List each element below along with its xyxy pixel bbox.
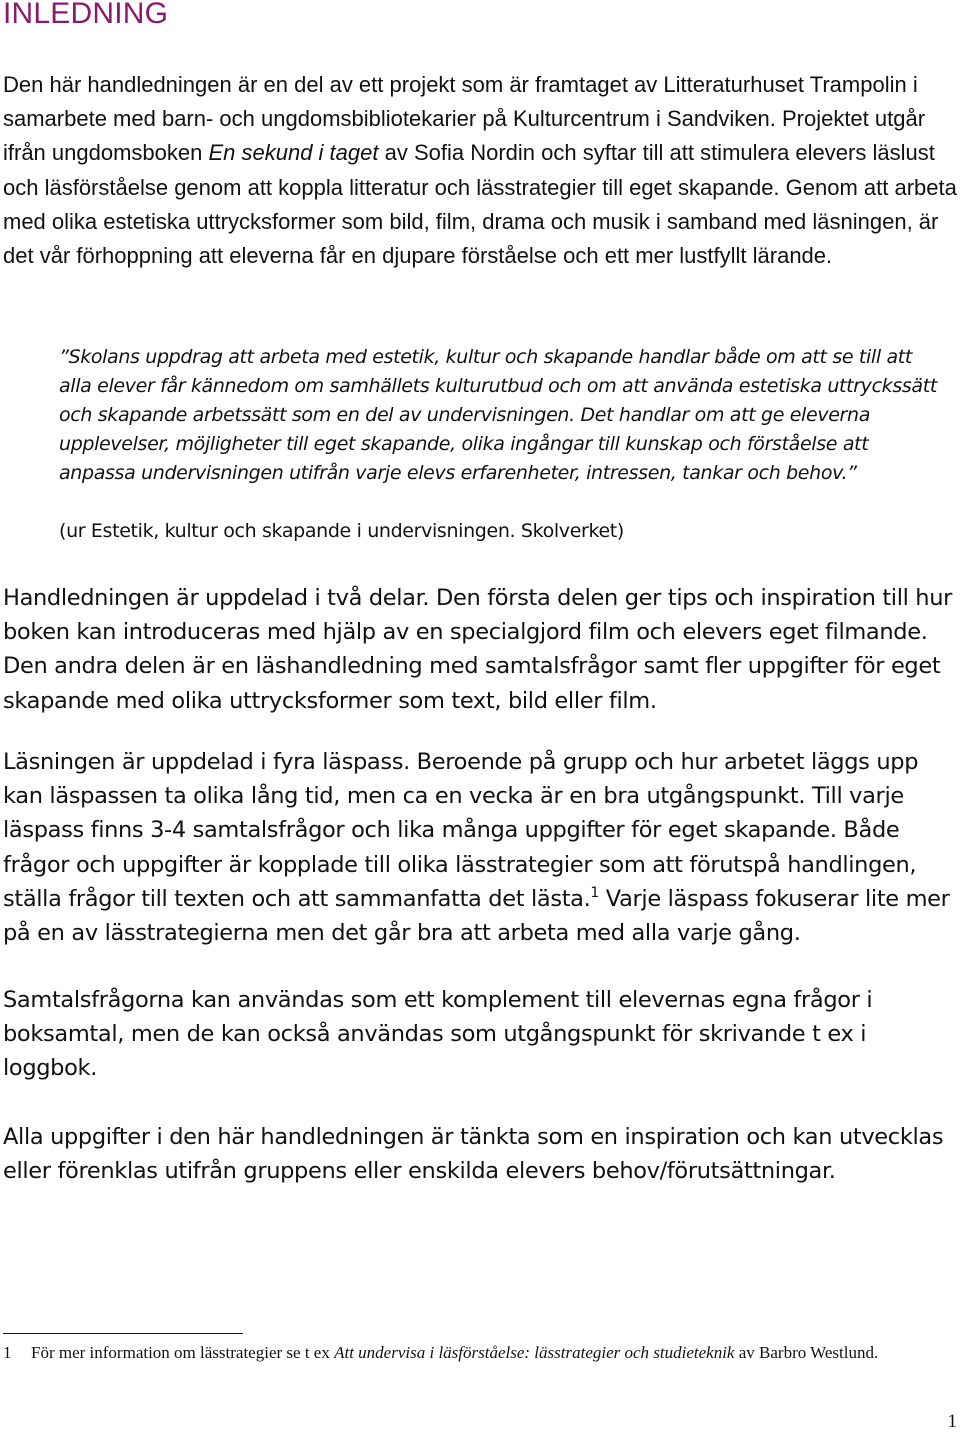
footnote-book-title: Att undervisa i läsförståelse: lässtrategier och studieteknik [334, 1343, 735, 1362]
page-number: 1 [947, 1411, 957, 1432]
paragraph-reading-sessions [3, 745, 953, 950]
paragraph-text-2: Varje läspass fokuserar lite mer på en av lässtrategierna men det går bra att arbeta med alla varje gång. [3, 885, 950, 947]
paragraph-discussion-questions: Samtalsfrågorna kan användas som ett komplement till elevernas egna frågor i boksamtal, men de kan också användas som utgångspunkt för skrivande t ex i loggbok. [3, 987, 873, 1082]
footnote-text [3, 1340, 943, 1365]
intro-text-2: av Sofia Nordin och syftar till att stimulera elevers läslust och läsförståelse genom att koppla litteratur och lässtrategier till eget skapande. [3, 140, 935, 200]
block-quote: ”Skolans uppdrag att arbeta med estetik, kultur och skapande handlar både om att se till att alla elever får kännedom om samhällets kulturutbud och om att använda estetiska uttryckssätt och skapande arbetssätt som en del av undervisningen. Det handlar om att ge eleverna upplevelser, möjligheter till eget skapande, olika ingångar till kunskap och förståelse att anpassa undervisningen utifrån varje elevs erfarenheter, intressen, tankar och behov.” [59, 346, 937, 484]
footnote-divider [3, 1333, 243, 1334]
footnote [3, 1340, 943, 1365]
footnote-reference[interactable]: 1 [590, 884, 599, 901]
quote-source: (ur Estetik, kultur och skapande i undervisningen. Skolverket) [59, 520, 624, 542]
intro-text-1: Den här handledningen är en del av ett projekt som är framtaget av Litteraturhuset Trampolin i samarbete med barn- och ungdomsbibliotekarier på Kulturcentrum i Sandviken. Projektet utgår ifrån ungdomsboken [3, 72, 926, 166]
paragraph-tasks: Alla uppgifter i den här handledningen är tänkta som en inspiration och kan utvecklas eller förenklas utifrån gruppens eller enskilda elevers behov/förutsättningar. [3, 1124, 944, 1185]
intro-text-3: Genom att arbeta med olika estetiska uttrycksformer som bild, film, drama och musik i samband med läsningen, är det vår förhoppning att eleverna får en djupare förståelse och ett mer lustfyllt lärande. [3, 174, 957, 269]
paragraph-parts: Handledningen är uppdelad i två delar. Den första delen ger tips och inspiration till hur boken kan introduceras med hjälp av en specialgjord film och elevers eget filmande. Den andra delen är en läshandledning med samtalsfrågor samt fler uppgifter för eget skapande med olika uttrycksformer som text, bild eller film. [3, 585, 953, 714]
intro-paragraph [3, 68, 958, 273]
footnote-text-2: av Barbro Westlund. [734, 1343, 879, 1362]
footnote-text-1: För mer information om lässtrategier se t ex [31, 1343, 335, 1362]
paragraph-text-1: Läsningen är uppdelad i fyra läspass. Beroende på grupp och hur arbetet läggs upp kan läspassen ta olika lång tid, men ca en vecka är en bra utgångspunkt. Till varje läspass finns 3-4 samtalsfrågor och lika många uppgifter för eget skapande. Både frågor och uppgifter är kopplade till olika lässtrategier som att förutspå handlingen, ställa frågor till texten och att sammanfatta det lästa. [3, 749, 919, 912]
page-heading: INLEDNING [3, 0, 169, 30]
book-title: En sekund i taget [208, 140, 379, 166]
footnote-number: 1 [3, 1343, 12, 1362]
